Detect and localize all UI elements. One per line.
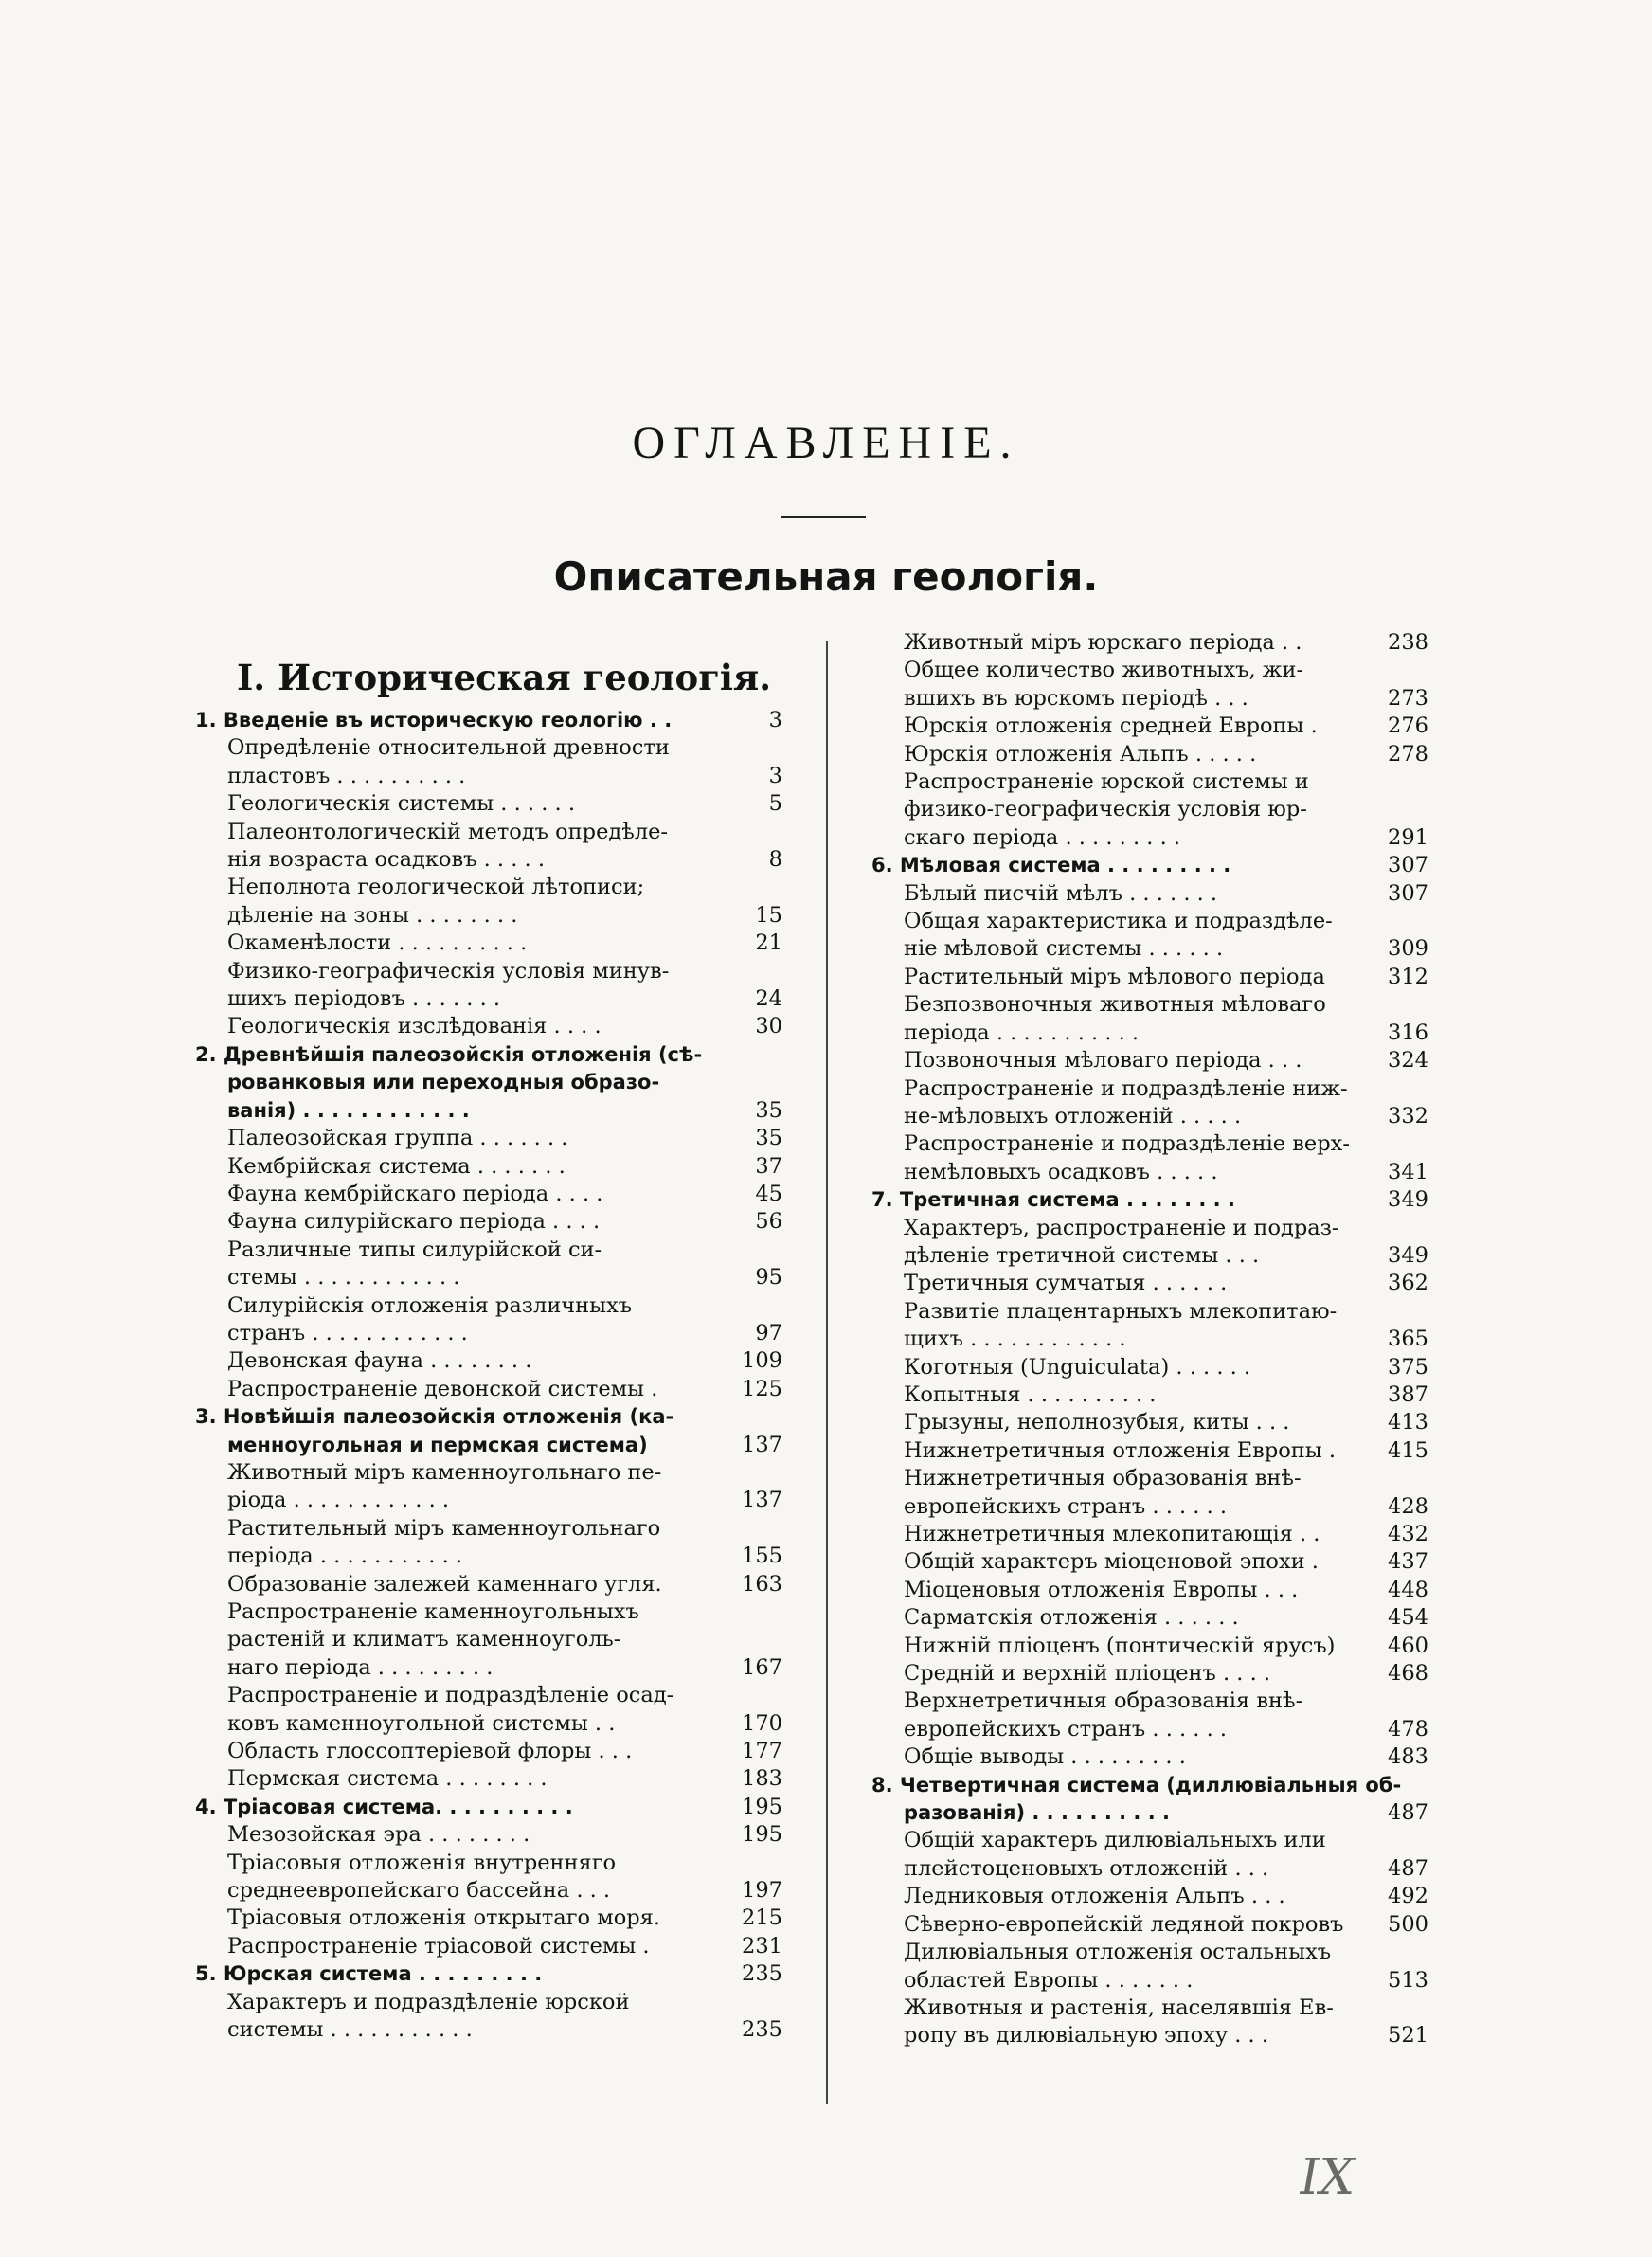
- toc-entry-line: Общая характеристика и подраздѣле-: [904, 909, 1333, 934]
- toc-entry: [195, 1989, 782, 2045]
- page-title: ОГЛАВЛЕНІЕ.: [632, 418, 1020, 468]
- toc-page-number: 125: [742, 1376, 782, 1401]
- toc-page-number: 197: [742, 1878, 782, 1904]
- toc-entry: [871, 1911, 1428, 1939]
- toc-entry-line: Фауна силурійскаго періода . . . .: [227, 1209, 601, 1235]
- toc-entry-line: Коготныя (Unguiculata) . . . . . .: [904, 1354, 1251, 1380]
- toc-entry-line: Палеозойская группа . . . . . . .: [227, 1126, 568, 1151]
- toc-page-number: 468: [1388, 1661, 1428, 1687]
- toc-entry-line: не-мѣловыхъ отложеній . . . . .: [904, 1103, 1242, 1128]
- toc-entry: [195, 1292, 782, 1348]
- toc-entry: [195, 1850, 782, 1905]
- toc-entry: [871, 629, 1428, 657]
- toc-entry-line: Общій характеръ міоценовой эпохи .: [904, 1549, 1319, 1575]
- toc-entry: [195, 790, 782, 818]
- toc-entry-line: Распространеніе каменноугольныхъ: [227, 1599, 639, 1624]
- handwritten-page-mark: IX: [1294, 2149, 1359, 2206]
- toc-entry-line: Распространеніе и подраздѣленіе верх-: [904, 1131, 1350, 1157]
- toc-section-entry: [195, 1041, 782, 1125]
- toc-page-number: 170: [742, 1710, 782, 1736]
- toc-entry-line: Растительный міръ мѣлового періода: [904, 964, 1325, 989]
- toc-entry: [871, 1465, 1428, 1521]
- toc-entry-line: Характеръ и подраздѣленіе юрской: [227, 1989, 630, 2014]
- toc-entry: [871, 1827, 1428, 1883]
- toc-entry: [871, 1409, 1428, 1436]
- toc-entry-line: Образованіе залежей каменнаго угля.: [227, 1571, 662, 1597]
- toc-entry: [195, 1571, 782, 1598]
- toc-entry-line: Распространеніе и подраздѣленіе ниж-: [904, 1075, 1348, 1101]
- toc-entry: [195, 734, 782, 790]
- toc-page-number: 487: [1388, 1855, 1428, 1881]
- toc-page-number: 195: [742, 1794, 782, 1819]
- toc-entry-line: Дилювіальныя отложенія остальныхъ: [904, 1940, 1332, 1965]
- toc-page-number: 235: [742, 2017, 782, 2043]
- toc-entry-line: Мезозойская эра . . . . . . . .: [227, 1822, 530, 1848]
- toc-page-number: 8: [768, 847, 782, 873]
- toc-entry: [871, 713, 1428, 740]
- toc-entry-line: ковъ каменноугольной системы . .: [227, 1710, 616, 1736]
- toc-entry-line: Позвоночныя мѣловаго періода . . .: [904, 1048, 1302, 1074]
- toc-page-number: 413: [1388, 1410, 1428, 1435]
- toc-entry-line: 2. Древнѣйшія палеозойскія отложенія (сѣ-: [195, 1042, 703, 1066]
- toc-entry: [871, 657, 1428, 713]
- toc-entry: [195, 874, 782, 930]
- toc-entry: [195, 1821, 782, 1849]
- toc-entry: [871, 1130, 1428, 1186]
- toc-page-number: 307: [1388, 880, 1428, 906]
- toc-page-number: 362: [1388, 1271, 1428, 1296]
- toc-page-number: 21: [755, 930, 782, 956]
- toc-entry-line: системы . . . . . . . . . . .: [227, 2017, 473, 2043]
- toc-entry-line: Грызуны, неполнозубыя, киты . . .: [904, 1410, 1290, 1435]
- toc-page-number: 167: [742, 1654, 782, 1680]
- toc-entry-line: вшихъ въ юрскомъ періодѣ . . .: [904, 685, 1248, 711]
- toc-entry-line: Міоценовыя отложенія Европы . . .: [904, 1577, 1299, 1602]
- toc-entry: [195, 1598, 782, 1682]
- toc-entry-line: Сарматскія отложенія . . . . . .: [904, 1605, 1239, 1631]
- toc-entry-line: Пермская система . . . . . . . .: [227, 1766, 548, 1792]
- toc-section-entry: [871, 1186, 1428, 1214]
- toc-page-number: 137: [742, 1432, 782, 1457]
- toc-page-number: 278: [1388, 741, 1428, 767]
- toc-entry: [195, 1125, 782, 1152]
- toc-entry: [195, 1153, 782, 1181]
- toc-entry: [195, 819, 782, 875]
- toc-entry: [195, 1347, 782, 1375]
- toc-page-number: 316: [1388, 1020, 1428, 1045]
- toc-page-number: 3: [768, 763, 782, 788]
- toc-entry-line: Третичныя сумчатыя . . . . . .: [904, 1271, 1228, 1296]
- toc-page-number: 387: [1388, 1381, 1428, 1407]
- toc-entry: [195, 1237, 782, 1292]
- toc-page-number: 37: [755, 1153, 782, 1179]
- toc-page-number: 513: [1388, 1967, 1428, 1993]
- toc-page-number: 215: [742, 1905, 782, 1931]
- toc-entry-line: Физико-географическія условія минув-: [227, 958, 670, 984]
- toc-page-number: 5: [768, 791, 782, 817]
- toc-entry-line: наго періода . . . . . . . . .: [227, 1654, 494, 1680]
- toc-entry-line: 6. Мѣловая система . . . . . . . . .: [871, 854, 1231, 877]
- toc-entry-line: шихъ періодовъ . . . . . . .: [227, 986, 501, 1012]
- toc-entry: [871, 1215, 1428, 1271]
- toc-entry-line: Нижнетретичныя отложенія Европы .: [904, 1437, 1336, 1463]
- toc-entry-line: щихъ . . . . . . . . . . . .: [904, 1327, 1126, 1352]
- toc-entry-line: Область глоссоптеріевой флоры . . .: [227, 1739, 633, 1764]
- toc-entry: [871, 1688, 1428, 1743]
- toc-entry-line: Тріасовыя отложенія открытаго моря.: [227, 1905, 660, 1931]
- toc-page-number: 341: [1388, 1159, 1428, 1184]
- toc-entry-line: 7. Третичная система . . . . . . . .: [871, 1188, 1235, 1212]
- toc-entry: [195, 1376, 782, 1403]
- toc-entry: [871, 1270, 1428, 1297]
- toc-page-number: 109: [742, 1348, 782, 1374]
- toc-entry: [195, 1682, 782, 1738]
- toc-entry-line: Общій характеръ дилювіальныхъ или: [904, 1828, 1326, 1853]
- toc-entry: [871, 1743, 1428, 1771]
- toc-page-number: 273: [1388, 685, 1428, 711]
- toc-entry-line: странъ . . . . . . . . . . . .: [227, 1320, 468, 1345]
- toc-entry-line: Бѣлый писчій мѣлъ . . . . . . .: [904, 880, 1218, 906]
- toc-entry-line: ванія) . . . . . . . . . . . .: [227, 1098, 470, 1122]
- toc-entry: [871, 1604, 1428, 1632]
- toc-entry: [871, 880, 1428, 908]
- toc-page-number: 483: [1388, 1744, 1428, 1770]
- toc-entry-line: Распространеніе и подраздѣленіе осад-: [227, 1683, 674, 1708]
- toc-page-number: 324: [1388, 1048, 1428, 1074]
- toc-entry-line: стемы . . . . . . . . . . . .: [227, 1265, 460, 1291]
- toc-entry: [871, 991, 1428, 1047]
- toc-entry-line: физико-географическія условія юр-: [904, 797, 1307, 822]
- toc-entry-line: Нижнетретичныя образованія внѣ-: [904, 1466, 1302, 1491]
- toc-page-number: 56: [755, 1209, 782, 1235]
- toc-page-number: 349: [1388, 1187, 1428, 1213]
- toc-entry-line: Характеръ, распространеніе и подраз-: [904, 1215, 1339, 1240]
- toc-page-number: 312: [1388, 964, 1428, 989]
- toc-page-number: 415: [1388, 1437, 1428, 1463]
- column-divider: [826, 641, 828, 2104]
- toc-entry: [195, 1013, 782, 1040]
- toc-entry: [871, 1939, 1428, 1995]
- toc-entry: [195, 930, 782, 957]
- toc-page-number: 195: [742, 1822, 782, 1848]
- toc-entry: [195, 1738, 782, 1765]
- toc-entry-line: Копытныя . . . . . . . . . .: [904, 1381, 1157, 1407]
- toc-page-number: 95: [755, 1265, 782, 1291]
- toc-entry-line: Растительный міръ каменноугольнаго: [227, 1515, 661, 1541]
- toc-page-number: 500: [1388, 1911, 1428, 1937]
- toc-entry-line: Неполнота геологической лѣтописи;: [227, 875, 645, 900]
- toc-entry-line: пластовъ . . . . . . . . . .: [227, 763, 466, 788]
- toc-entry-line: Общее количество животныхъ, жи-: [904, 658, 1304, 683]
- toc-entry-line: Сѣверно-европейскій ледяной покровъ: [904, 1911, 1344, 1937]
- toc-section-entry: [195, 1960, 782, 1988]
- toc-entry: [195, 1459, 782, 1515]
- toc-page-number: 15: [755, 902, 782, 928]
- toc-page-number: 177: [742, 1739, 782, 1764]
- toc-entry-line: 3. Новѣйшія палеозойскія отложенія (ка-: [195, 1405, 674, 1429]
- toc-entry-line: среднеевропейскаго бассейна . . .: [227, 1878, 611, 1904]
- toc-entry: [195, 1933, 782, 1960]
- toc-entry-line: періода . . . . . . . . . . .: [904, 1020, 1140, 1045]
- toc-entry-line: Развитіе плацентарныхъ млекопитаю-: [904, 1298, 1338, 1324]
- toc-entry-line: 5. Юрская система . . . . . . . . .: [195, 1962, 543, 1986]
- toc-entry-line: Животный міръ юрскаго періода . .: [904, 630, 1302, 655]
- toc-column-right: [871, 629, 1428, 2050]
- toc-section-entry: [195, 1794, 782, 1821]
- toc-page-number: 428: [1388, 1493, 1428, 1519]
- toc-entry-line: Фауна кембрійскаго періода . . . .: [227, 1181, 603, 1206]
- toc-entry-line: ропу въ дилювіальную эпоху . . .: [904, 2023, 1268, 2049]
- toc-page-number: 35: [755, 1097, 782, 1123]
- toc-entry-line: разованія) . . . . . . . . . .: [904, 1801, 1170, 1825]
- toc-section-entry: [195, 1403, 782, 1459]
- toc-page-number: 35: [755, 1126, 782, 1151]
- toc-entry-line: европейскихъ странъ . . . . . .: [904, 1716, 1228, 1742]
- title-rule: [781, 516, 866, 518]
- toc-entry-line: Безпозвоночныя животныя мѣловаго: [904, 992, 1326, 1018]
- toc-entry-line: Различные типы силурійской си-: [227, 1237, 602, 1262]
- toc-page-number: 307: [1388, 853, 1428, 878]
- toc-entry-line: нія возраста осадковъ . . . . .: [227, 847, 545, 873]
- toc-page-number: 349: [1388, 1242, 1428, 1268]
- toc-entry-line: Юрскія отложенія средней Европы .: [904, 713, 1318, 739]
- toc-entry: [871, 1298, 1428, 1354]
- toc-column-left: [195, 707, 782, 2045]
- toc-entry: [195, 1515, 782, 1571]
- toc-entry-line: европейскихъ странъ . . . . . .: [904, 1493, 1228, 1519]
- toc-entry-line: Девонская фауна . . . . . . . .: [227, 1348, 532, 1374]
- toc-entry: [195, 1905, 782, 1932]
- toc-section-entry: [871, 852, 1428, 879]
- section-heading: I. Историческая геологія.: [237, 657, 772, 698]
- toc-page-number: 24: [755, 986, 782, 1012]
- toc-entry-line: Животныя и растенія, населявшія Ев-: [904, 1995, 1334, 2020]
- toc-page-number: 163: [742, 1571, 782, 1597]
- toc-entry-line: дѣленіе третичной системы . . .: [904, 1242, 1260, 1268]
- toc-page-number: 30: [755, 1014, 782, 1039]
- toc-page-number: 432: [1388, 1522, 1428, 1546]
- toc-entry: [195, 1765, 782, 1793]
- toc-page-number: 238: [1388, 630, 1428, 655]
- toc-section-entry: [195, 707, 782, 734]
- toc-entry: [871, 1883, 1428, 1910]
- toc-entry-line: Окаменѣлости . . . . . . . . . .: [227, 930, 528, 956]
- toc-entry-line: Распространеніе девонской системы .: [227, 1376, 658, 1401]
- toc-entry: [871, 1660, 1428, 1688]
- toc-entry-line: 4. Тріасовая система. . . . . . . . . .: [195, 1795, 573, 1818]
- toc-entry-line: немѣловыхъ осадковъ . . . . .: [904, 1159, 1218, 1184]
- toc-entry-line: областей Европы . . . . . . .: [904, 1967, 1194, 1993]
- toc-entry: [871, 964, 1428, 991]
- toc-entry-line: дѣленіе на зоны . . . . . . . .: [227, 902, 518, 928]
- toc-entry: [871, 1548, 1428, 1576]
- toc-page-number: 97: [755, 1320, 782, 1345]
- toc-entry: [871, 1075, 1428, 1131]
- toc-entry-line: Силурійскія отложенія различныхъ: [227, 1292, 633, 1318]
- toc-page-number: 309: [1388, 936, 1428, 962]
- toc-entry-line: ріода . . . . . . . . . . . .: [227, 1488, 450, 1513]
- toc-entry-line: Распространеніе юрской системы и: [904, 769, 1309, 795]
- toc-page-number: 448: [1388, 1577, 1428, 1602]
- toc-entry-line: Геологическія системы . . . . . .: [227, 791, 575, 817]
- toc-entry-line: Верхнетретичныя образованія внѣ-: [904, 1688, 1303, 1714]
- toc-entry-line: Нижній пліоценъ (понтическій ярусъ): [904, 1633, 1336, 1658]
- toc-page-number: 478: [1388, 1716, 1428, 1742]
- toc-entry-line: Юрскія отложенія Альпъ . . . . .: [904, 741, 1257, 767]
- toc-page-number: 454: [1388, 1605, 1428, 1631]
- toc-page-number: 45: [755, 1181, 782, 1206]
- toc-entry: [871, 1437, 1428, 1465]
- toc-entry: [871, 1354, 1428, 1381]
- toc-entry: [871, 908, 1428, 964]
- toc-page-number: 375: [1388, 1354, 1428, 1380]
- toc-entry-line: плейстоценовыхъ отложеній . . .: [904, 1855, 1269, 1881]
- toc-entry-line: Ледниковыя отложенія Альпъ . . .: [904, 1884, 1285, 1909]
- toc-entry: [871, 768, 1428, 852]
- toc-page-number: 332: [1388, 1103, 1428, 1128]
- toc-entry-line: Палеонтологическій методъ опредѣле-: [227, 819, 669, 844]
- toc-page-number: 231: [742, 1933, 782, 1959]
- toc-entry-line: Распространеніе тріасовой системы .: [227, 1933, 650, 1959]
- toc-entry-line: Общіе выводы . . . . . . . . .: [904, 1744, 1186, 1770]
- toc-entry-line: рованковыя или переходныя образо-: [227, 1071, 660, 1094]
- toc-entry-line: періода . . . . . . . . . . .: [227, 1544, 463, 1569]
- toc-page-number: 183: [742, 1766, 782, 1792]
- toc-page-number: 521: [1388, 2023, 1428, 2049]
- toc-page-number: 487: [1388, 1800, 1428, 1826]
- toc-page-number: 437: [1388, 1549, 1428, 1575]
- toc-section-entry: [871, 1772, 1428, 1828]
- toc-page-number: 276: [1388, 713, 1428, 739]
- toc-page-number: 291: [1388, 824, 1428, 850]
- page-subtitle: Описательная геологія.: [553, 553, 1099, 600]
- toc-entry-line: 8. Четвертичная система (диллювіальныя об-: [871, 1773, 1402, 1797]
- toc-page-number: 3: [768, 708, 782, 732]
- toc-entry-line: Кембрійская система . . . . . . .: [227, 1153, 566, 1179]
- toc-entry-line: Опредѣленіе относительной древности: [227, 735, 670, 761]
- toc-entry: [871, 1381, 1428, 1409]
- toc-entry-line: 1. Введеніе въ историческую геологію . .: [195, 709, 673, 731]
- toc-entry-line: Средній и верхній пліоценъ . . . .: [904, 1661, 1271, 1687]
- toc-entry: [871, 1577, 1428, 1604]
- toc-entry: [871, 741, 1428, 768]
- toc-entry-line: ніе мѣловой системы . . . . . .: [904, 936, 1224, 962]
- toc-page-number: 155: [742, 1544, 782, 1569]
- toc-entry: [871, 1633, 1428, 1660]
- toc-entry: [195, 1208, 782, 1236]
- toc-page-number: 137: [742, 1488, 782, 1513]
- toc-page-number: 460: [1388, 1633, 1428, 1658]
- toc-entry: [871, 1047, 1428, 1074]
- toc-entry-line: скаго періода . . . . . . . . .: [904, 824, 1181, 850]
- toc-page-number: 235: [742, 1961, 782, 1987]
- toc-entry-line: менноугольная и пермская система): [227, 1433, 648, 1456]
- toc-entry: [195, 1181, 782, 1208]
- toc-entry-line: растеній и климатъ каменноуголь-: [227, 1627, 621, 1652]
- toc-entry: [871, 1521, 1428, 1548]
- toc-entry-line: Геологическія изслѣдованія . . . .: [227, 1014, 602, 1039]
- toc-entry-line: Тріасовыя отложенія внутренняго: [227, 1850, 617, 1875]
- toc-entry: [871, 1995, 1428, 2050]
- toc-entry-line: Нижнетретичныя млекопитающія . .: [904, 1522, 1320, 1546]
- toc-entry-line: Животный міръ каменноугольнаго пе-: [227, 1459, 662, 1485]
- toc-entry: [195, 958, 782, 1014]
- toc-page-number: 365: [1388, 1327, 1428, 1352]
- toc-page-number: 492: [1388, 1884, 1428, 1909]
